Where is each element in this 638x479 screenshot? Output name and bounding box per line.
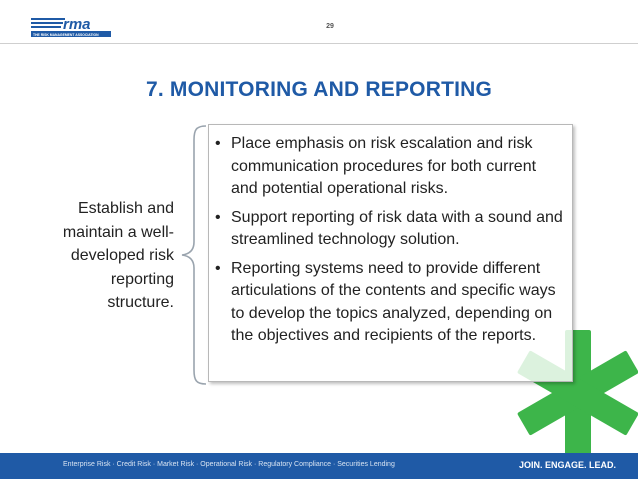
bullet-item xyxy=(213,207,564,252)
left-statement: Establish and maintain a well-developed risk reporting structure. xyxy=(62,200,174,311)
footer-tagline: JOIN. ENGAGE. LEAD. xyxy=(518,460,616,470)
bullet-panel xyxy=(208,124,573,382)
bullet-item xyxy=(213,258,564,348)
bullet-text: Place emphasis on risk escalation and risk communication procedures for both current and potential operational risks. xyxy=(231,135,537,197)
curly-brace-icon xyxy=(170,124,210,386)
bullet-item xyxy=(213,133,564,201)
logo-subtext: THE RISK MANAGEMENT ASSOCIATION xyxy=(33,33,99,37)
bullet-dot: • xyxy=(215,208,221,226)
footer-bar xyxy=(0,453,638,479)
logo-wordmark: rma xyxy=(63,16,91,33)
bullet-dot: • xyxy=(215,259,221,277)
bullet-list xyxy=(209,125,572,348)
bullet-dot: • xyxy=(215,135,221,152)
slide-title: 7. MONITORING AND REPORTING xyxy=(145,78,493,101)
header-divider xyxy=(0,43,638,44)
footer-categories: Enterprise Risk · Credit Risk · Market Risk · Operational Risk · Regulatory Compliance · Securities Lending xyxy=(63,461,395,468)
bullet-text: Reporting systems need to provide different articulations of the contents and specific ways to develop the topics analyzed, depending on the objectives and recipients of the reports. xyxy=(231,259,556,344)
rma-logo xyxy=(31,16,111,38)
bullet-text: Support reporting of risk data with a sound and streamlined technology solution. xyxy=(231,208,563,248)
page-number: 29 xyxy=(326,23,334,30)
